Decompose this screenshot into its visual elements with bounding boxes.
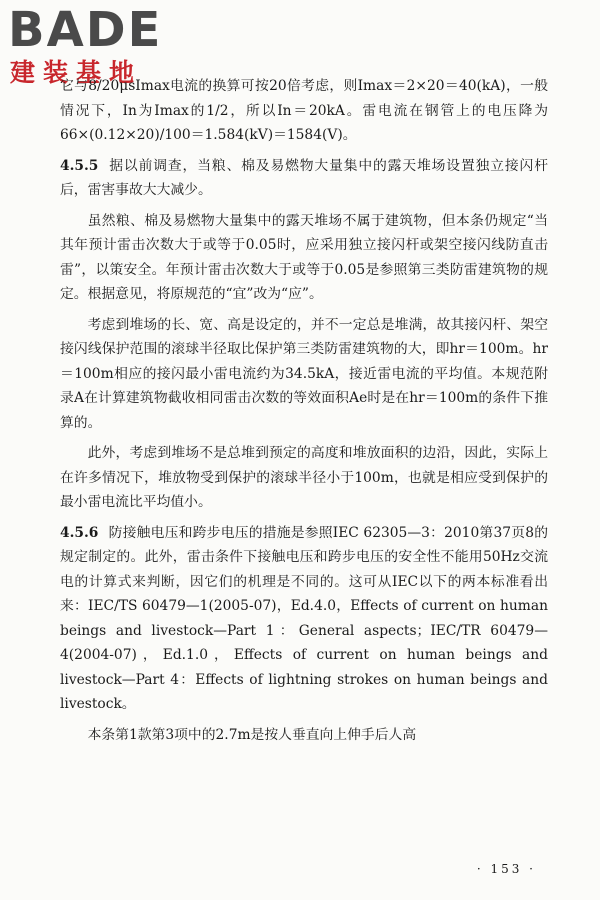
document-body [60, 74, 548, 753]
paragraph: 本条第1款第3项中的2.7m是按人垂直向上伸手后人高 [87, 726, 417, 743]
paragraph-continuation: 它与8/20μsImax电流的换算可按20倍考虑，则Imax＝2×20＝40(kA)，一般情况下，In为Imax的1/2，所以In＝20kA。雷电流在钢管上的电压降为66×(0.12×20)/100＝1.584(kV)＝1584(V)。 [60, 78, 548, 143]
logo-wordmark: BADE [8, 2, 163, 58]
section-4-5-5 [60, 154, 548, 203]
section-number: 4.5.6 [60, 524, 99, 541]
page-number: · 153 · [476, 862, 536, 876]
section-4-5-6 [60, 521, 548, 717]
paragraph: 虽然粮、棉及易燃物大量集中的露天堆场不属于建筑物，但本条仍规定“当其年预计雷击次数大于或等于0.05时，应采用独立接闪杆或架空接闪线防直击雷”，以策安全。年预计雷击次数大于或等于0.05是参照第三类防雷建筑物的规定。根据意见，将原规范的“宜”改为“应”。 [60, 212, 548, 302]
section-text: 防接触电压和跨步电压的措施是参照IEC 62305—3：2010第37页8的规定制定的。此外，雷击条件下接触电压和跨步电压的安全性不能用50Hz交流电的计算式来判断，因它们的机理是不同的。这可从IEC以下的两本标准看出来：IEC/TS 60479—1(2005-07)，Ed.4.0，Effects of current on human beings and livestock—Part 1：General aspects；IEC/TR 60479—4(2004-07)，Ed.1.0，Effects of current on human beings and livestock—Part 4：Effects of lightning strokes on human beings and livestock。 [60, 524, 548, 712]
paragraph: 考虑到堆场的长、宽、高是设定的，并不一定总是堆满，故其接闪杆、架空接闪线保护范围的滚球半径取比保护第三类防雷建筑物的大，即hr＝100m。hr＝100m相应的接闪最小雷电流约为34.5kA，接近雷电流的平均值。本规范附录A在计算建筑物截收相同雷击次数的等效面积Ae时是在hr＝100m的条件下推算的。 [60, 316, 548, 431]
logo-subtitle: 建装基地 [10, 58, 143, 87]
section-number: 4.5.5 [60, 157, 99, 174]
section-text: 据以前调查，当粮、棉及易燃物大量集中的露天堆场设置独立接闪杆后，雷害事故大大减少。 [60, 157, 548, 198]
paragraph: 此外，考虑到堆场不是总堆到预定的高度和堆放面积的边沿，因此，实际上在许多情况下，堆放物受到保护的滚球半径小于100m，也就是相应受到保护的最小雷电流比平均值小。 [60, 445, 548, 510]
